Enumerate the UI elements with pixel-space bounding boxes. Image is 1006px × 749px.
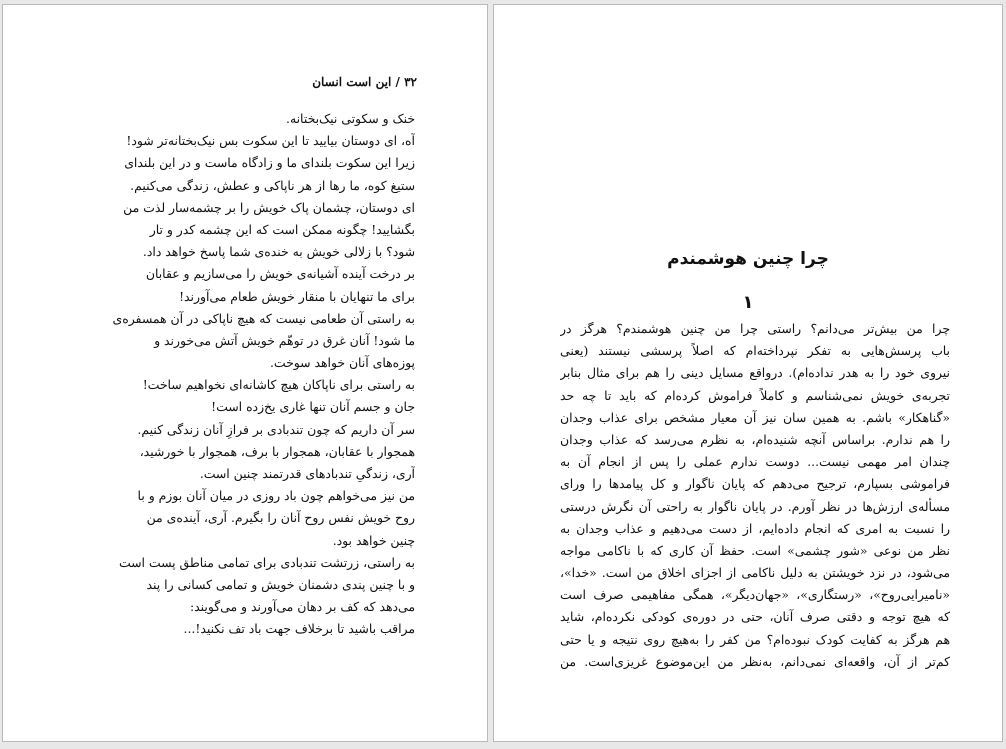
text-line: «نامیرایی‌روح»، «رستگاری»، «جهان‌دیگر»، همگی مفاهیمی صرف است [560,587,950,603]
text-line: به راستی برای ناپاکان هیچ کاشانه‌ای نخواهیم ساخت! [142,377,415,393]
right-page-body [560,318,950,673]
running-header: ۳۲ / این است انسان [312,75,417,89]
right-page [493,4,1003,742]
text-line: تجربه‌ی خویش نمی‌شناسم و کاملاً فراموش کرده‌ام که باید تا چه حد [560,387,950,403]
text-line: ستیغ کوه، ما رها از هر ناپاکی و عطش، زندگی می‌کنیم. [130,177,415,193]
text-line: شود؟ با زلالی خویش به خنده‌ی شما پاسخ خواهد داد. [142,244,415,260]
text-line: ما شود! آنان غرق در توهّم خویش آتش می‌خورند و [154,332,415,348]
text-line: بگشایید! چگونه ممکن است که این چشمه کدر و تار [149,221,415,237]
text-line: پوزه‌های آنان خواهد سوخت. [269,355,415,371]
section-number: ۱ [742,292,754,313]
chapter-title: چرا چنین هوشمندم [667,249,829,269]
text-line: نظر من نوعی «شور چشمی» است. حفظ آن کاری که با ناکامی مواجه [560,542,950,558]
text-line: به راستی آن طعامی نیست که هیچ ناپاکی در آن همسفره‌ی [112,310,415,326]
text-line: خنک و سکوتی نیک‌بختانه. [286,111,415,126]
text-line: ای دوستان، چشمان پاک خویش را بر چشمه‌سار لذت من [123,199,415,215]
text-line: کم‌تر از آن، واقعه‌ای نمی‌دانم، به‌نظر من این‌موضوع غریزی‌است. من [560,653,950,669]
left-page-body [59,108,415,641]
text-line: همجوار با عقابان، همجوار با برف، همجوار با خورشید، [139,443,415,459]
text-line: که هیچ توجه و دقتی صرف آنان، حتی در دوره‌ی کودکی نکرده‌ام، شاید [560,609,950,625]
text-line: چنین خواهد بود. [332,532,415,548]
text-line: زیرا این سکوت بلندای ما و زادگاه ماست و در این بلندای [124,155,415,171]
text-line: برای ما تنهایان با منقار خویش طعام می‌آورند! [179,288,415,304]
text-line: هم هرگز به کفایت کودک نبوده‌ام؟ من کفر را به‌هیچ روی نتیجه و یا حتی [560,631,950,647]
text-line: را نسبت به امری که انجام داده‌ایم، از دست می‌دهیم و عذاب وجدان به [560,520,950,536]
text-line: بر درخت آینده آشیانه‌ی خویش را می‌سازیم و عقابان [145,266,415,282]
text-line: به راستی، زرتشت تندبادی برای تمامی مناطق پست است [118,554,415,570]
text-line: آه، ای دوستان بیایید تا این سکوت بس نیک‌بختانه‌تر شود! [126,133,415,149]
text-line: نیروی خود را به هدر نداده‌ام). درواقع مسایل دینی را هم برای مثال بنابر [560,365,950,381]
text-line: چرا من بیش‌تر می‌دانم؟ راستی چرا من چنین هوشمندم؟ هرگز در [560,321,950,336]
text-line: را هم ندارم. براساس آنچه شنیده‌ام، به نظرم می‌رسد که عذاب وجدان [560,431,950,447]
text-line: آری، زندگیِ تندبادهای قدرتمند چنین است. [199,466,415,481]
text-line: «گناهکار» باشم. به همین سان نیز آن معیار مشخص برای عذاب وجدان [560,409,950,425]
left-page [2,4,488,742]
text-line: مسأله‌ی ارزش‌ها در نظر آورم. در پایان ناگوار به راحتی آن نگرش درستی [560,498,950,514]
text-line: سر آن داریم که چون تندبادی بر فرازِ آنان زندگی کنیم. [137,421,415,437]
text-line: باب پرسش‌هایی به تفکر نپرداخته‌ام که اصلاً پرسشی نیستند (یعنی [560,343,950,359]
text-line: فراموشی بسپارم، ترجیح می‌دهم که پایان ناگوار و کل پیامدها را ورای [560,476,950,492]
text-line: مراقب باشید تا برخلاف جهت باد تف نکنید!... [183,621,415,637]
text-line: جان و جسم آنان تنها غاری یخ‌زده است! [211,399,415,415]
text-line: می‌شود، در نزد خویشتن به دلیل ناکامی از اجزای اخلاق من است. «خدا»، [560,565,950,581]
text-line: و با چنین پندی دشمنان خویش و تمامی کسانی را پند [146,576,415,592]
text-line: من نیز می‌خواهم چون باد روزی در میان آنان بوزم و با [137,488,415,504]
text-line: می‌دهد که کف بر دهان می‌آورند و می‌گویند: [189,599,415,615]
text-line: روح خویش نفس روح آنان را بگیرم. آری، آینده‌ی من [146,510,415,526]
text-line: چندان امر مهمی نیست... دوست ندارم عملی را پس از انجام آن به [560,454,950,470]
